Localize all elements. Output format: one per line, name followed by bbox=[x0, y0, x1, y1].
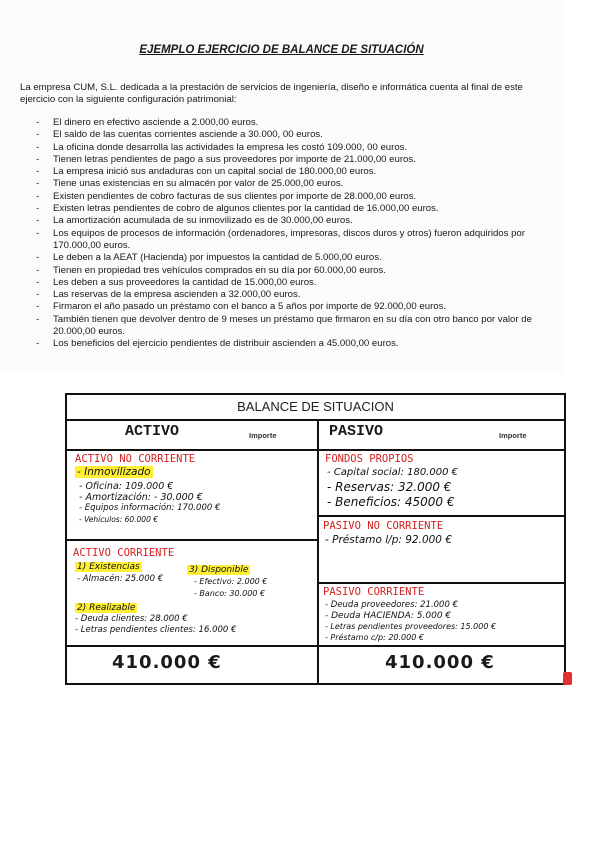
list-item: - Tienen letras pendientes de pago a sus proveedores por importe de 21.000,00 euros. bbox=[36, 154, 536, 166]
row-divider bbox=[67, 449, 317, 451]
activo-importe-header: Importe bbox=[249, 431, 277, 440]
list-item: - La empresa inició sus andaduras con un capital social de 180.000,00 euros. bbox=[36, 166, 536, 178]
list-item: - Existen pendientes de cobro facturas de sus clientes por importe de 28.000,00 euros. bbox=[36, 191, 536, 203]
prestamo-cp-line: - Préstamo c/p: 20.000 € bbox=[325, 633, 424, 642]
list-item: - Los equipos de procesos de información (ordenadores, impresoras, discos duros y otros) fueron adquiridos por 170.000,00 euros. bbox=[36, 228, 536, 253]
letras-proveedores-line: - Letras pendientes proveedores: 15.000 € bbox=[325, 622, 497, 631]
deuda-proveedores-line: - Deuda proveedores: 21.000 € bbox=[325, 600, 458, 610]
activo-no-corriente-heading: ACTIVO NO CORRIENTE bbox=[75, 453, 196, 465]
row-divider bbox=[319, 582, 566, 584]
list-item: - La amortización acumulada de su inmovilizado es de 30.000,00 euros. bbox=[36, 215, 536, 227]
row-divider bbox=[67, 539, 317, 541]
realizable-label: 2) Realizable bbox=[77, 603, 136, 613]
total-pasivo: 410.000 € bbox=[385, 652, 495, 673]
list-item: - Les deben a sus proveedores la cantidad de 15.000,00 euros. bbox=[36, 277, 536, 289]
list-item: - Existen letras pendientes de cobro de algunos clientes por la cantidad de 16.000,00 euros. bbox=[36, 203, 536, 215]
list-item: - El dinero en efectivo asciende a 2.000,00 euros. bbox=[36, 117, 536, 129]
activo-corriente-heading: ACTIVO CORRIENTE bbox=[73, 547, 175, 559]
existencias-label: 1) Existencias bbox=[77, 562, 140, 572]
pasivo-no-corriente-heading: PASIVO NO CORRIENTE bbox=[323, 520, 444, 532]
list-item: - La oficina donde desarrolla las actividades la empresa les costó 109.000, 00 euros. bbox=[36, 142, 536, 154]
list-item: - Tiene unas existencias en su almacén por valor de 25.000,00 euros. bbox=[36, 178, 536, 190]
amortizacion-line: - Amortización: - 30.000 € bbox=[79, 492, 203, 503]
banco-line: - Banco: 30.000 € bbox=[194, 589, 266, 598]
total-activo: 410.000 € bbox=[112, 652, 222, 673]
reservas-line: - Reservas: 32.000 € bbox=[327, 480, 452, 494]
row-divider bbox=[319, 449, 566, 451]
oficina-line: - Oficina: 109.000 € bbox=[79, 481, 174, 492]
vehiculos-line: - Vehículos: 60.000 € bbox=[79, 515, 158, 524]
balance-sheet-table bbox=[65, 393, 566, 685]
list-item: - El saldo de las cuentas corrientes asciende a 30.000, 00 euros. bbox=[36, 129, 536, 141]
disponible-label: 3) Disponible bbox=[189, 565, 249, 575]
items-list bbox=[36, 117, 536, 351]
activo-header: ACTIVO bbox=[125, 423, 180, 440]
prestamo-lp-line: - Préstamo l/p: 92.000 € bbox=[325, 534, 452, 546]
list-item: - Firmaron el año pasado un préstamo con el banco a 5 años por importe de 92.000,00 euros. bbox=[36, 301, 536, 313]
capital-social-line: - Capital social: 180.000 € bbox=[327, 467, 458, 478]
list-item: - También tienen que devolver dentro de 9 meses un préstamo que firmaron en su día con otro banco por valor de 20.000,00 euros. bbox=[36, 314, 536, 339]
balance-title: BALANCE DE SITUACION bbox=[67, 395, 564, 421]
deuda-clientes-line: - Deuda clientes: 28.000 € bbox=[75, 614, 188, 624]
letras-clientes-line: - Letras pendientes clientes: 16.000 € bbox=[75, 625, 237, 635]
intro-paragraph: La empresa CUM, S.L. dedicada a la prestación de servicios de ingeniería, diseño e informática cuenta al final de este ejercicio con la siguiente configuración patrimonial: bbox=[20, 82, 523, 106]
list-item: - Las reservas de la empresa ascienden a 32.000,00 euros. bbox=[36, 289, 536, 301]
deuda-hacienda-line: - Deuda HACIENDA: 5.000 € bbox=[325, 611, 452, 621]
corner-marker-icon bbox=[563, 672, 572, 685]
beneficios-line: - Beneficios: 45000 € bbox=[327, 495, 455, 509]
equipos-line: - Equipos información: 170.000 € bbox=[79, 503, 221, 513]
row-divider bbox=[67, 645, 566, 647]
list-item: - Los beneficios del ejercicio pendientes de distribuir ascienden a 45.000,00 euros. bbox=[36, 338, 536, 350]
pasivo-header: PASIVO bbox=[329, 423, 384, 440]
list-item: - Tienen en propiedad tres vehículos comprados en su día por 60.000,00 euros. bbox=[36, 265, 536, 277]
inmovilizado-label: - Inmovilizado bbox=[77, 466, 151, 478]
almacen-line: - Almacén: 25.000 € bbox=[77, 574, 164, 584]
document-title: EJEMPLO EJERCICIO DE BALANCE DE SITUACIÓN bbox=[139, 44, 424, 56]
fondos-propios-heading: FONDOS PROPIOS bbox=[325, 453, 414, 465]
exercise-statement bbox=[0, 0, 563, 372]
efectivo-line: - Efectivo: 2.000 € bbox=[194, 577, 268, 586]
pasivo-corriente-heading: PASIVO CORRIENTE bbox=[323, 586, 425, 598]
list-item: - Le deben a la AEAT (Hacienda) por impuestos la cantidad de 5.000,00 euros. bbox=[36, 252, 536, 264]
pasivo-importe-header: Importe bbox=[499, 431, 527, 440]
row-divider bbox=[319, 515, 566, 517]
